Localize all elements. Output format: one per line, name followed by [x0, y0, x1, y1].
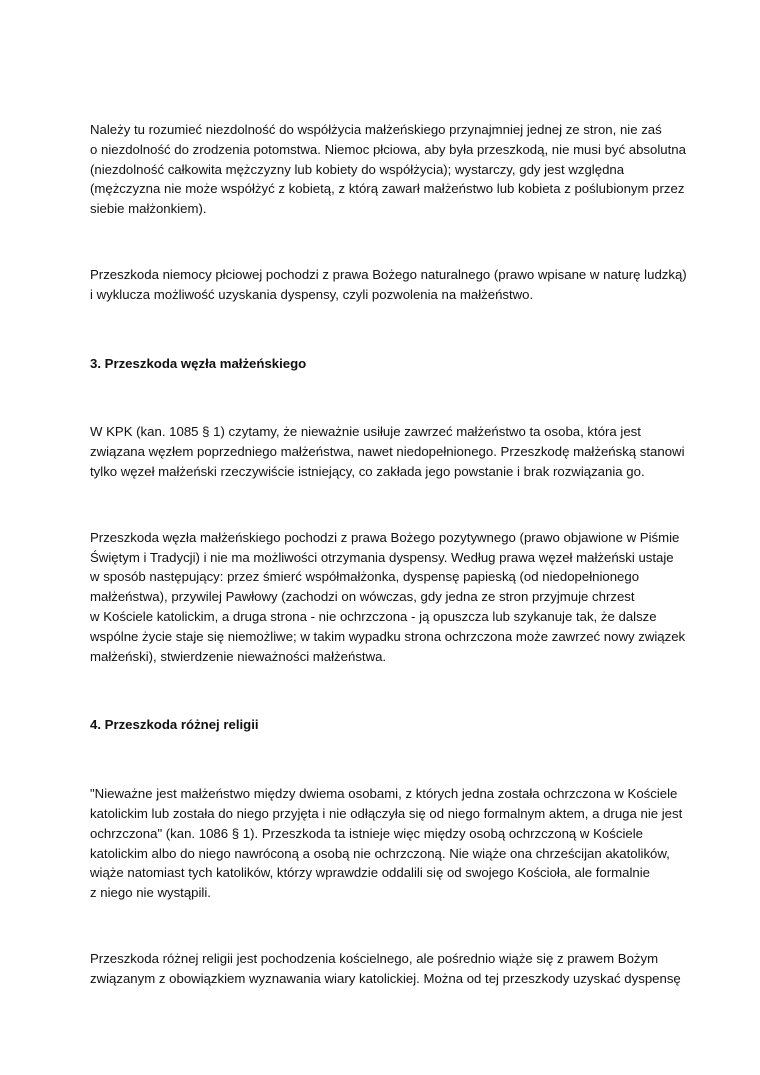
text-line: Przeszkoda niemocy płciowej pochodzi z prawa Bożego naturalnego (prawo wpisane w naturę ludzką): [90, 266, 687, 282]
text-line: wspólne życie staje się niemożliwe; w takim wypadku strona ochrzczona może zawrzeć nowy związek: [90, 628, 686, 644]
text-line: z niego nie wystąpili.: [90, 885, 211, 901]
section-heading-bond: 3. Przeszkoda węzła małżeńskiego: [90, 355, 307, 371]
text-line: (niezdolność całkowita mężczyzny lub kobiety do współżycia); wystarczy, gdy jest względna: [90, 161, 625, 177]
text-line: siebie małżonkiem).: [90, 201, 207, 217]
paragraph-bond-origin: [90, 528, 690, 667]
text-line: tylko węzeł małżeński rzeczywiście istniejący, co zakłada jego powstanie i brak rozwiązania go.: [90, 463, 645, 479]
paragraph-religion-origin: [90, 949, 690, 989]
text-line: (mężczyzna nie może współżyć z kobietą, z którą zawarł małżeństwo lub kobieta z poślubionym przez: [90, 181, 685, 197]
text-line: wiąże natomiast tych katolików, którzy wprawdzie oddalili się od swojego Kościoła, ale formalnie: [90, 865, 650, 881]
text-line: w Kościele katolickim, a druga strona - nie ochrzczona - ją opuszcza lub szykanuje tak, że dalsze: [90, 608, 657, 624]
text-line: Należy tu rozumieć niezdolność do współżycia małżeńskiego przynajmniej jednej ze stron, nie zaś: [90, 122, 662, 137]
text-line: "Nieważne jest małżeństwo między dwiema osobami, z których jedna została ochrzczona w Kościele: [90, 786, 678, 802]
paragraph-impotence-origin: [90, 265, 690, 305]
text-line: Świętym i Tradycji) i nie ma możliwości otrzymania dyspensy. Według prawa węzeł małżeński ustaje: [90, 549, 674, 565]
text-line: małżeński), stwierdzenie nieważności małżeństwa.: [90, 648, 387, 664]
text-line: Przeszkoda różnej religii jest pochodzenia kościelnego, ale pośrednio wiąże się z prawem Bożym: [90, 950, 659, 966]
text-line: o niezdolność do zrodzenia potomstwa. Niemoc płciowa, aby była przeszkodą, nie musi być absolutna: [90, 141, 686, 157]
text-line: związanym z obowiązkiem wyznawania wiary katolickiej. Można od tej przeszkody uzyskać dyspensę: [90, 970, 681, 986]
text-line: w sposób następujący: przez śmierć współmałżonka, dyspensę papieską (od niedopełnionego: [90, 569, 640, 585]
paragraph-religion-definition: [90, 784, 690, 903]
document-page: [90, 120, 690, 989]
text-line: katolickim lub została do niego przyjęta i nie odłączyła się od niego formalnym aktem, a druga nie jest: [90, 805, 683, 821]
text-line: Przeszkoda węzła małżeńskiego pochodzi z prawa Bożego pozytywnego (prawo objawione w Piśmie: [90, 529, 680, 545]
text-line: małżeństwa), przywilej Pawłowy (zachodzi on wówczas, gdy jedna ze stron przyjmuje chrzest: [90, 589, 635, 605]
section-heading-religion: 4. Przeszkoda różnej religii: [90, 717, 259, 733]
text-line: katolickim albo do niego nawróconą a osobą nie ochrzczoną. Nie wiąże ona chrześcijan akatolików,: [90, 845, 670, 861]
paragraph-impotence-definition: [90, 120, 690, 219]
paragraph-bond-definition: [90, 422, 690, 481]
text-line: ochrzczona" (kan. 1086 § 1). Przeszkoda ta istnieje więc między osobą ochrzczoną w Kościele: [90, 825, 643, 841]
text-line: związana węzłem poprzedniego małżeństwa, nawet niedopełnionego. Przeszkodę małżeńską stanowi: [90, 444, 685, 460]
text-line: W KPK (kan. 1085 § 1) czytamy, że nieważnie usiłuje zawrzeć małżeństwo ta osoba, która jest: [90, 424, 641, 440]
text-line: i wyklucza możliwość uzyskania dyspensy, czyli pozwolenia na małżeństwo.: [90, 286, 534, 302]
